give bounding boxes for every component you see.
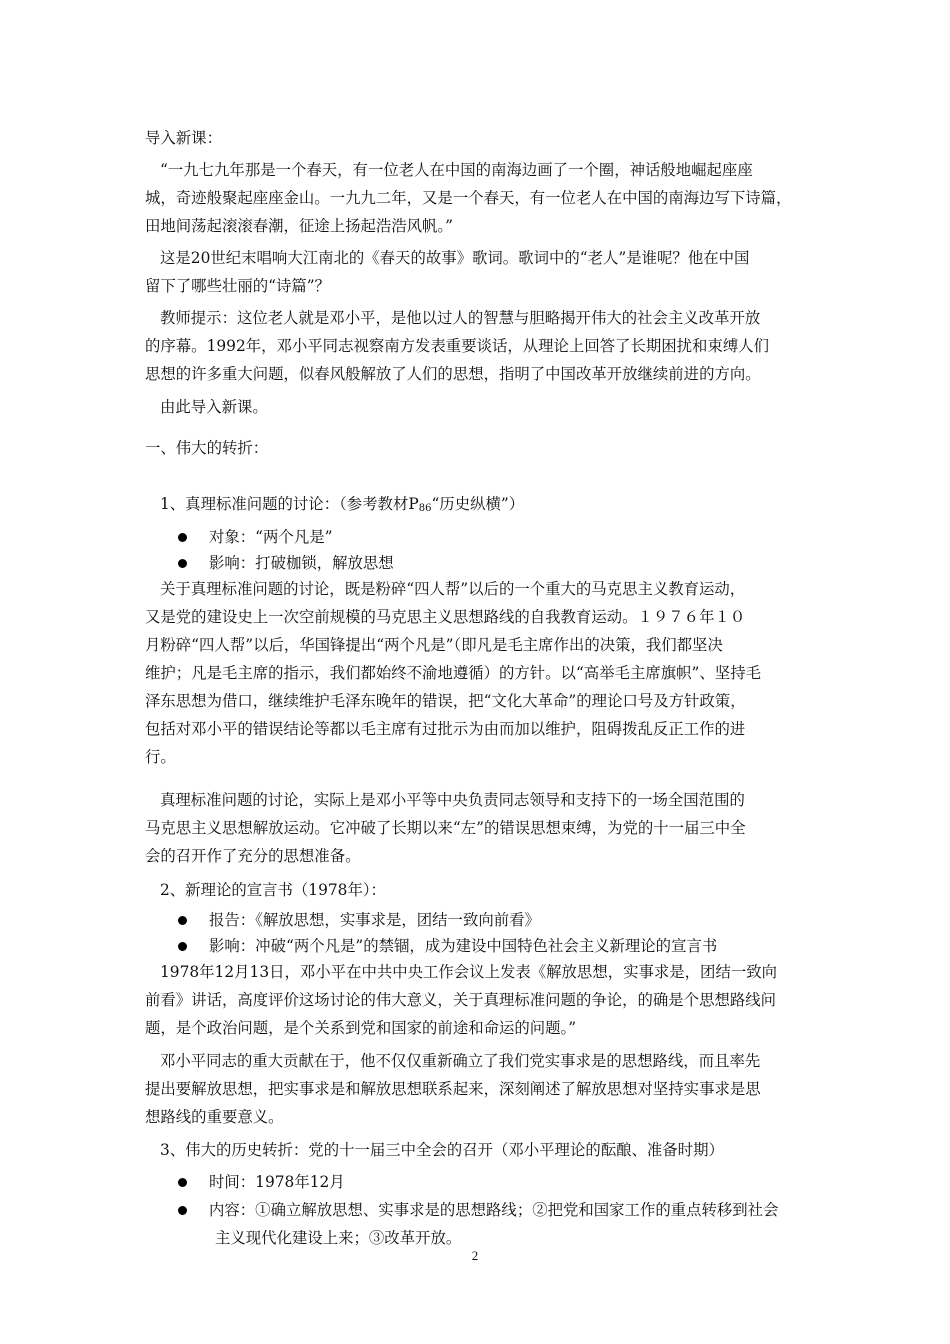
- bullet-dot-icon: [178, 1206, 187, 1215]
- bullet-text: 影响：冲破“两个凡是”的禁锢，成为建设中国特色社会主义新理论的宣言书: [209, 937, 718, 955]
- quote-line: 城，奇迹般聚起座座金山。一九九二年，又是一个春天，有一位老人在中国的南海边写下诗篇，: [145, 189, 792, 207]
- bullet-text: 对象：“两个凡是”: [209, 528, 333, 546]
- quote-line: “一九七九年那是一个春天，有一位老人在中国的南海边画了一个圈，神话般地崛起座座: [160, 161, 753, 179]
- bullet-item: [178, 523, 332, 551]
- lead-in-text: 由此导入新课。: [160, 398, 268, 416]
- bullet-dot-icon: [178, 916, 187, 925]
- quote-line: 田地间荡起滚滚春潮，征途上扬起浩浩风帆。”: [145, 217, 453, 235]
- paragraph-line: 想路线的重要意义。: [145, 1108, 284, 1126]
- topic3-heading: 3、伟大的历史转折：党的十一届三中全会的召开（邓小平理论的酝酿、准备时期）: [160, 1141, 724, 1159]
- page-number: 2: [471, 1248, 479, 1263]
- question-line: 这是20世纪末唱响大江南北的《春天的故事》歌词。歌词中的“老人”是谁呢？他在中国: [160, 249, 750, 267]
- topic1-heading-prefix: 1、真理标准问题的讨论：（参考教材P: [160, 495, 419, 513]
- paragraph-line: 月粉碎“四人帮”以后，华国锋提出“两个凡是”（即凡是毛主席作出的决策，我们都坚决: [145, 636, 723, 654]
- paragraph-line: 关于真理标准问题的讨论，既是粉碎“四人帮”以后的一个重大的马克思主义教育运动，: [160, 580, 746, 598]
- topic1-heading-suffix: “历史纵横”）: [431, 495, 525, 513]
- bullet-item: [178, 906, 540, 934]
- paragraph-line: 提出要解放思想，把实事求是和解放思想联系起来，深刻阐述了解放思想对坚持实事求是思: [145, 1080, 761, 1098]
- paragraph-line: 会的召开作了充分的思想准备。: [145, 847, 361, 865]
- bullet-item: [178, 549, 394, 577]
- bullet-dot-icon: [178, 942, 187, 951]
- paragraph-line: 马克思主义思想解放运动。它冲破了长期以来“左”的错误思想束缚，为党的十一届三中全: [145, 819, 746, 837]
- bullet-text: 内容：①确立解放思想、实事求是的思想路线；②把党和国家工作的重点转移到社会: [209, 1201, 779, 1219]
- bullet-item: [178, 932, 717, 960]
- paragraph-line: 泽东思想为借口，继续维护毛泽东晚年的错误，把“文化大革命”的理论口号及方针政策，: [145, 692, 746, 710]
- bullet-dot-icon: [178, 1178, 187, 1187]
- bullet-text: 报告：《解放思想，实事求是，团结一致向前看》: [209, 911, 540, 929]
- hint-line: 教师提示：这位老人就是邓小平，是他以过人的智慧与胆略揭开伟大的社会主义改革开放: [160, 309, 761, 327]
- paragraph-line: 1978年12月13日，邓小平在中共中央工作会议上发表《解放思想，实事求是，团结一致向: [160, 963, 778, 981]
- bullet-item: [178, 1196, 778, 1224]
- paragraph-line: 维护；凡是毛主席的指示，我们都始终不渝地遵循）的方针。以“高举毛主席旗帜”、坚持毛: [145, 664, 761, 682]
- bullet-dot-icon: [178, 533, 187, 542]
- topic2-heading: 2、新理论的宣言书（1978年）：: [160, 881, 386, 899]
- bullet-dot-icon: [178, 559, 187, 568]
- paragraph-line: 题，是个政治问题，是个关系到党和国家的前途和命运的问题。”: [145, 1019, 577, 1037]
- topic1-heading: [160, 490, 524, 523]
- question-line: 留下了哪些壮丽的“诗篇”？: [145, 277, 331, 295]
- hint-line: 的序幕。1992年，邓小平同志视察南方发表重要谈话，从理论上回答了长期困扰和束缚人们: [145, 337, 770, 355]
- bullet-text: 时间：1978年12月: [209, 1173, 345, 1191]
- paragraph-line: 前看》讲话，高度评价这场讨论的伟大意义，关于真理标准问题的争论，的确是个思想路线问: [145, 991, 777, 1009]
- bullet-text: 影响：打破枷锁，解放思想: [209, 554, 394, 572]
- bullet-item: [178, 1168, 345, 1196]
- hint-line: 思想的许多重大问题，似春风般解放了人们的思想，指明了中国改革开放继续前进的方向。: [145, 365, 761, 383]
- topic1-heading-page-subscript: 86: [418, 503, 432, 514]
- paragraph-line: 邓小平同志的重大贡献在于，他不仅仅重新确立了我们党实事求是的思想路线，而且率先: [160, 1052, 761, 1070]
- paragraph-line: 真理标准问题的讨论，实际上是邓小平等中央负责同志领导和支持下的一场全国范围的: [160, 791, 745, 809]
- paragraph-line: 包括对邓小平的错误结论等都以毛主席有过批示为由而加以维护，阻碍拨乱反正工作的进: [145, 720, 746, 738]
- paragraph-line: 行。: [145, 748, 176, 766]
- paragraph-line: 又是党的建设史上一次空前规模的马克思主义思想路线的自我教育运动。１９７６年１０: [145, 608, 746, 626]
- section-title: 一、伟大的转折：: [145, 439, 269, 457]
- bullet-continuation: 主义现代化建设上来；③改革开放。: [215, 1229, 462, 1247]
- intro-heading: 导入新课：: [145, 129, 222, 147]
